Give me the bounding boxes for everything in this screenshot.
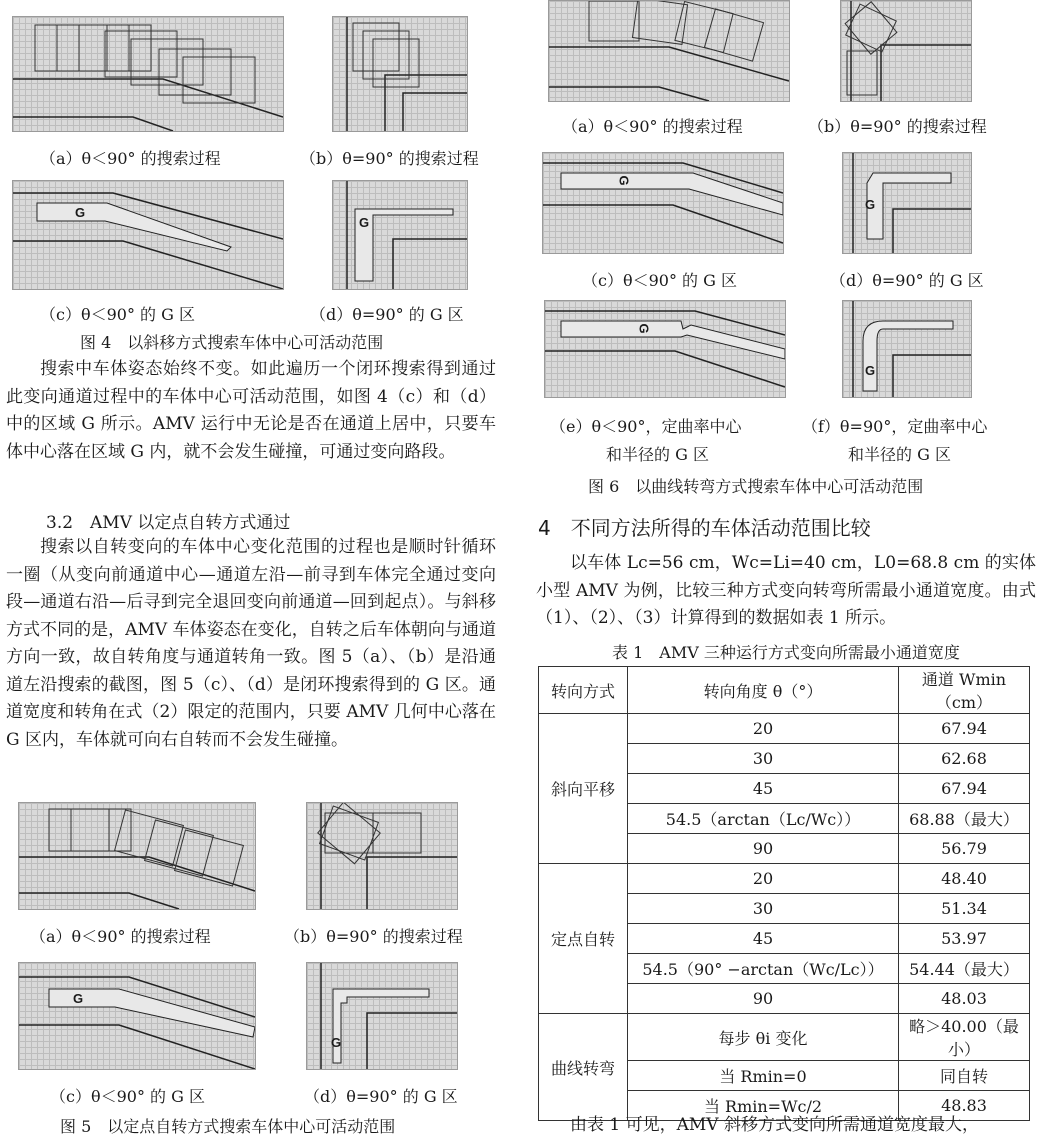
table-cell-width: 48.83 (899, 1091, 1030, 1121)
fig4d-image (332, 180, 468, 290)
table-cell-width: 48.03 (899, 984, 1030, 1014)
fig5b-image (306, 802, 458, 910)
table-header-angle: 转向角度 θ（°） (628, 667, 899, 714)
fig6f-g-label: G (865, 363, 876, 378)
table-cell-width: 54.44（最大） (899, 954, 1030, 984)
table-cell-angle: 30 (628, 894, 899, 924)
fig6f-caption-line2: 和半径的 G 区 (848, 445, 951, 464)
table-cell-width: 48.40 (899, 864, 1030, 894)
paragraph-4: 由表 1 可见，AMV 斜移方式变向所需通道宽度最大， (570, 1115, 979, 1135)
table-cell-width: 67.94 (899, 774, 1030, 804)
table-cell-width: 同自转 (899, 1061, 1030, 1091)
table-cell-mode: 曲线转弯 (539, 1014, 628, 1121)
table-cell-angle: 45 (628, 774, 899, 804)
fig4a-caption: （a）θ＜90° 的搜索过程 (40, 149, 221, 168)
table-cell-angle: 90 (628, 984, 899, 1014)
table-cell-angle: 当 Rmin=Wc/2 (628, 1091, 899, 1121)
table-cell-mode: 定点自转 (539, 864, 628, 1014)
table-cell-width: 68.88（最大） (899, 804, 1030, 834)
fig6a-caption: （a）θ＜90° 的搜索过程 (562, 117, 743, 136)
table-header-row (539, 667, 1030, 714)
fig4c-g-label: G (75, 205, 86, 220)
table-header-mode: 转向方式 (539, 667, 628, 714)
fig6-title: 图 6 以曲线转弯方式搜索车体中心可活动范围 (588, 477, 924, 496)
table-cell-angle: 45 (628, 924, 899, 954)
fig5c-caption: （c）θ＜90° 的 G 区 (50, 1087, 205, 1106)
fig6a-image (548, 0, 790, 102)
fig5c-g-label: G (73, 991, 84, 1006)
fig6c-g-label: G (616, 175, 632, 186)
table-cell-angle: 30 (628, 744, 899, 774)
fig4c-caption: （c）θ＜90° 的 G 区 (40, 305, 195, 324)
fig5a-caption: （a）θ＜90° 的搜索过程 (30, 927, 211, 946)
fig6d-image (842, 152, 972, 254)
table-cell-angle: 当 Rmin=0 (628, 1061, 899, 1091)
fig5d-caption: （d）θ=90° 的 G 区 (304, 1087, 458, 1106)
table-body (539, 714, 1030, 1121)
table1-title: 表 1 AMV 三种运行方式变向所需最小通道宽度 (612, 643, 960, 662)
table-cell-width: 51.34 (899, 894, 1030, 924)
fig6c-caption: （c）θ＜90° 的 G 区 (582, 271, 737, 290)
fig4b-image (332, 16, 468, 132)
fig5-title: 图 5 以定点自转方式搜索车体中心可活动范围 (60, 1117, 396, 1136)
table-header-width: 通道 Wmin（cm） (899, 667, 1030, 714)
fig4c-image (12, 180, 284, 290)
fig4-title: 图 4 以斜移方式搜索车体中心可活动范围 (80, 333, 384, 352)
table-cell-width: 略＞40.00（最小） (899, 1014, 1030, 1061)
table-cell-width: 53.97 (899, 924, 1030, 954)
fig6f-caption-line1: （f）θ=90°，定曲率中心 (802, 417, 988, 436)
fig4a-image (12, 16, 284, 132)
table-row (539, 864, 1030, 894)
table-cell-angle: 54.5（arctan（Lc/Wc）） (628, 804, 899, 834)
fig4d-caption: （d）θ=90° 的 G 区 (310, 305, 464, 324)
table-cell-width: 56.79 (899, 834, 1030, 864)
fig6e-caption-line1: （e）θ＜90°，定曲率中心 (550, 417, 742, 436)
paragraph-2: 搜索以自转变向的车体中心变化范围的过程也是顺时针循环一圈（从变向前通道中心—通道左沿—前寻到车体完全通过变向段—通道右沿—后寻到完全退回变向前通道—回到起点）。与斜移方式不同的是，AMV 车体姿态在变化，自转之后车体朝向与通道方向一致，故自转角度与通道转角一致。图 5（a）、（b）是沿通道左沿搜索的截图，图 5（c）、（d）是闭环搜索得到的 G 区。通道宽度和转角在式（2）限定的范围内，只要 AMV 几何中心落在 G 区内，车体就可向右自转而不会发生碰撞。 (6, 537, 496, 750)
fig6e-g-label: G (636, 323, 652, 334)
section-3-2-heading: 3.2 AMV 以定点自转方式通过 (46, 513, 291, 533)
table1 (538, 666, 1030, 1121)
fig6e-caption-line2: 和半径的 G 区 (606, 445, 709, 464)
paragraph-3: 以车体 Lc=56 cm，Wc=Li=40 cm，L0=68.8 cm 的实体小型 AMV 为例，比较三种方式变向转弯所需最小通道宽度。由式（1）、（2）、（3）计算得到的数据如表 1 所示。 (536, 553, 1036, 628)
fig6b-caption: （b）θ=90° 的搜索过程 (808, 117, 987, 136)
table-cell-angle: 20 (628, 714, 899, 744)
fig6d-caption: （d）θ=90° 的 G 区 (830, 271, 984, 290)
fig6e-image (544, 300, 786, 398)
section-4-heading: 4 不同方法所得的车体活动范围比较 (538, 516, 871, 540)
table-row (539, 1014, 1030, 1061)
table-cell-angle: 20 (628, 864, 899, 894)
paragraph-1: 搜索中车体姿态始终不变。如此遍历一个闭环搜索得到通过此变向通道过程中的车体中心可活动范围，如图 4（c）和（d）中的区域 G 所示。AMV 运行中无论是否在通道上居中，只要车体中心落在区域 G 内，就不会发生碰撞，可通过变向路段。 (6, 359, 496, 462)
fig4d-g-label: G (359, 215, 370, 230)
table-row (539, 714, 1030, 744)
table-cell-width: 67.94 (899, 714, 1030, 744)
fig4b-caption: （b）θ=90° 的搜索过程 (300, 149, 479, 168)
fig6d-g-label: G (865, 197, 876, 212)
table-cell-angle: 每步 θi 变化 (628, 1014, 899, 1061)
fig6b-image (840, 0, 972, 102)
fig6f-image (842, 300, 972, 398)
fig5c-image (18, 962, 256, 1070)
fig5a-image (18, 802, 256, 910)
fig5b-caption: （b）θ=90° 的搜索过程 (284, 927, 463, 946)
fig6c-image (542, 152, 784, 254)
fig5d-image (306, 962, 458, 1070)
fig5d-g-label: G (331, 1035, 342, 1050)
table-cell-width: 62.68 (899, 744, 1030, 774)
table-cell-angle: 54.5（90° −arctan（Wc/Lc）） (628, 954, 899, 984)
table-cell-angle: 90 (628, 834, 899, 864)
table-cell-mode: 斜向平移 (539, 714, 628, 864)
